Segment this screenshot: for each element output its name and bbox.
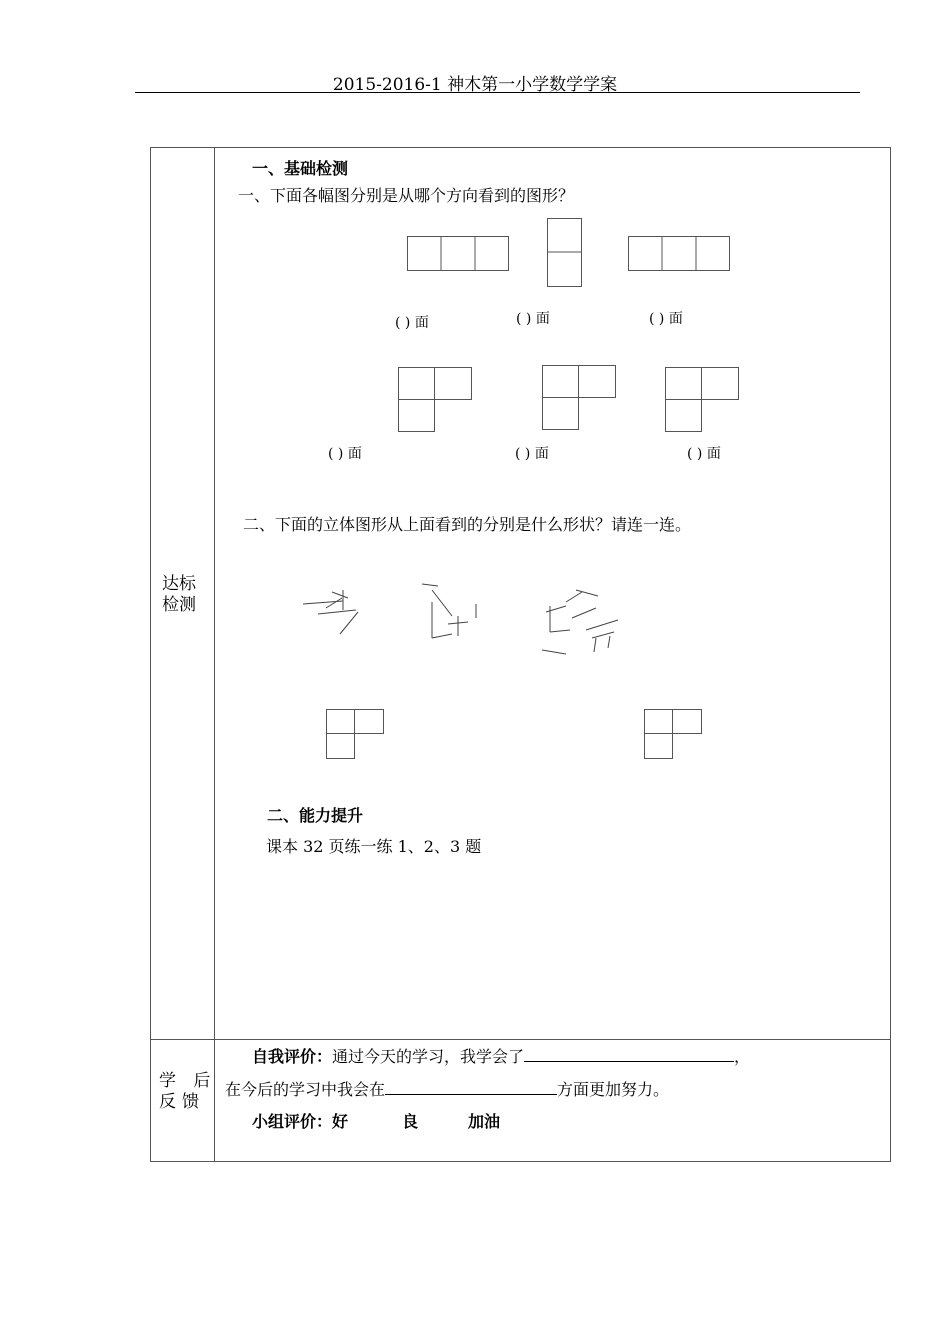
improvement-text-start: 在今后的学习中我会在: [225, 1080, 386, 1099]
question-1: 一、下面各幅图分别是从哪个方向看到的图形？: [238, 186, 575, 205]
caption-figure-3: ( ) 面: [649, 311, 683, 327]
worksheet-table: [150, 147, 891, 1162]
view-figure-3: [628, 236, 731, 272]
page-header-title: 2015-2016-1 神木第一小学数学学案: [332, 75, 618, 95]
self-evaluation-text: 通过今天的学习，我学会了: [332, 1047, 525, 1066]
solid-sketch-3: [536, 586, 626, 662]
improvement-line: [225, 1077, 669, 1100]
improvement-text-end: 方面更加努力。: [557, 1080, 670, 1099]
group-option-cheer[interactable]: 加油: [468, 1112, 501, 1131]
group-option-good[interactable]: 好: [332, 1112, 349, 1131]
group-evaluation-label: 小组评价：: [252, 1112, 333, 1131]
self-evaluation-comma: ，: [734, 1047, 751, 1066]
improvement-blank[interactable]: [385, 1080, 557, 1095]
solid-sketch-2: [418, 580, 488, 646]
table-column-divider: [214, 147, 215, 1162]
solid-sketch-1: [298, 578, 368, 644]
view-figure-4: [398, 367, 474, 433]
top-view-shape-1: [326, 709, 386, 760]
section-label-feedback-line1: 学 后: [159, 1071, 217, 1091]
caption-figure-1: ( ) 面: [395, 315, 429, 331]
header-rule: [135, 92, 860, 93]
table-row-divider: [150, 1039, 891, 1040]
section-label-check: [162, 574, 196, 616]
section-label-feedback: [159, 1071, 216, 1113]
section-label-check-line2: 检测: [162, 595, 196, 615]
caption-figure-6: ( ) 面: [687, 446, 721, 462]
section-label-check-line1: 达标: [162, 574, 196, 594]
self-evaluation-line: [252, 1044, 750, 1067]
heading-basic-check: 一、基础检测: [252, 159, 349, 178]
heading-ability: 二、能力提升: [267, 806, 364, 825]
caption-figure-5: ( ) 面: [515, 446, 549, 462]
group-option-ok[interactable]: 良: [402, 1112, 419, 1131]
caption-figure-2: ( ) 面: [516, 311, 550, 327]
section-label-feedback-line2: 反馈: [159, 1092, 205, 1112]
question-2: 二、下面的立体图形从上面看到的分别是什么形状？请连一连。: [243, 515, 692, 534]
view-figure-6: [665, 367, 741, 433]
view-figure-2: [547, 218, 583, 288]
top-view-shape-2: [644, 709, 704, 760]
self-evaluation-label: 自我评价：: [252, 1047, 333, 1066]
self-evaluation-blank[interactable]: [524, 1047, 734, 1062]
group-evaluation-line: [252, 1109, 500, 1132]
homework-text: 课本 32 页练一练 1、2、3 题: [266, 837, 482, 856]
view-figure-5: [542, 365, 618, 431]
caption-figure-4: ( ) 面: [328, 446, 362, 462]
view-figure-1: [407, 236, 510, 272]
